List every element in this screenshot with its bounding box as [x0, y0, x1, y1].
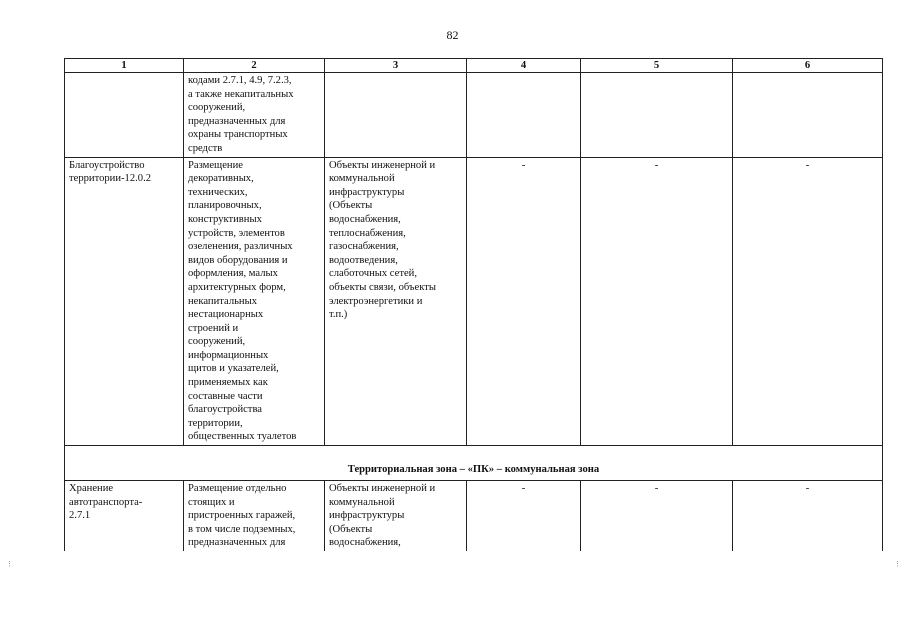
col-header-6: 6: [733, 59, 883, 73]
col-header-1: 1: [65, 59, 184, 73]
cell-col6: [733, 73, 883, 158]
table-row: [65, 73, 883, 158]
cell-col4: -: [467, 481, 581, 551]
cell-col6: -: [733, 157, 883, 445]
cell-use-type: Хранение автотранспорта- 2.7.1: [65, 481, 184, 551]
cell-col4: [467, 73, 581, 158]
cell-description: Размещение отдельно стоящих и пристроенных гаражей, в том числе подземных, предназначенных для: [184, 481, 325, 551]
cell-description: Размещение декоративных, технических, планировочных, конструктивных устройств, элементов озеленения, различных видов оборудования и оформления, малых архитектурных форм, некапитальных нестационарных строений и сооружений, информационных щитов и указателей, применяемых как составные части благоустройства территории, общественных туалетов: [184, 157, 325, 445]
table-row: [65, 157, 883, 445]
zone-title-row: [65, 446, 883, 481]
cell-objects: [325, 73, 467, 158]
col-header-3: 3: [325, 59, 467, 73]
cell-col5: -: [581, 481, 733, 551]
cell-col4: -: [467, 157, 581, 445]
cell-use-type: Благоустройство территории-12.0.2: [65, 157, 184, 445]
col-header-5: 5: [581, 59, 733, 73]
cell-objects: Объекты инженерной и коммунальной инфраструктуры (Объекты водоснабжения, теплоснабжения, газоснабжения, водоотведения, слаботочных сетей, объекты связи, объекты электроэнергетики и т.п.): [325, 157, 467, 445]
right-edge-mark: ⋮: [894, 560, 901, 568]
header-row: [65, 59, 883, 73]
col-header-4: 4: [467, 59, 581, 73]
zone-title: Территориальная зона – «ПК» – коммунальная зона: [65, 446, 883, 481]
left-edge-mark: ⋮: [6, 560, 13, 568]
col-header-2: 2: [184, 59, 325, 73]
cell-col6: -: [733, 481, 883, 551]
page-number: 82: [446, 28, 459, 42]
table-row: [65, 481, 883, 551]
cell-use-type: [65, 73, 184, 158]
land-use-table: [64, 58, 883, 551]
cell-col5: -: [581, 157, 733, 445]
cell-col5: [581, 73, 733, 158]
cell-description: кодами 2.7.1, 4.9, 7.2.3, а также некапитальных сооружений, предназначенных для охраны транспортных средств: [184, 73, 325, 158]
cell-objects: Объекты инженерной и коммунальной инфраструктуры (Объекты водоснабжения,: [325, 481, 467, 551]
